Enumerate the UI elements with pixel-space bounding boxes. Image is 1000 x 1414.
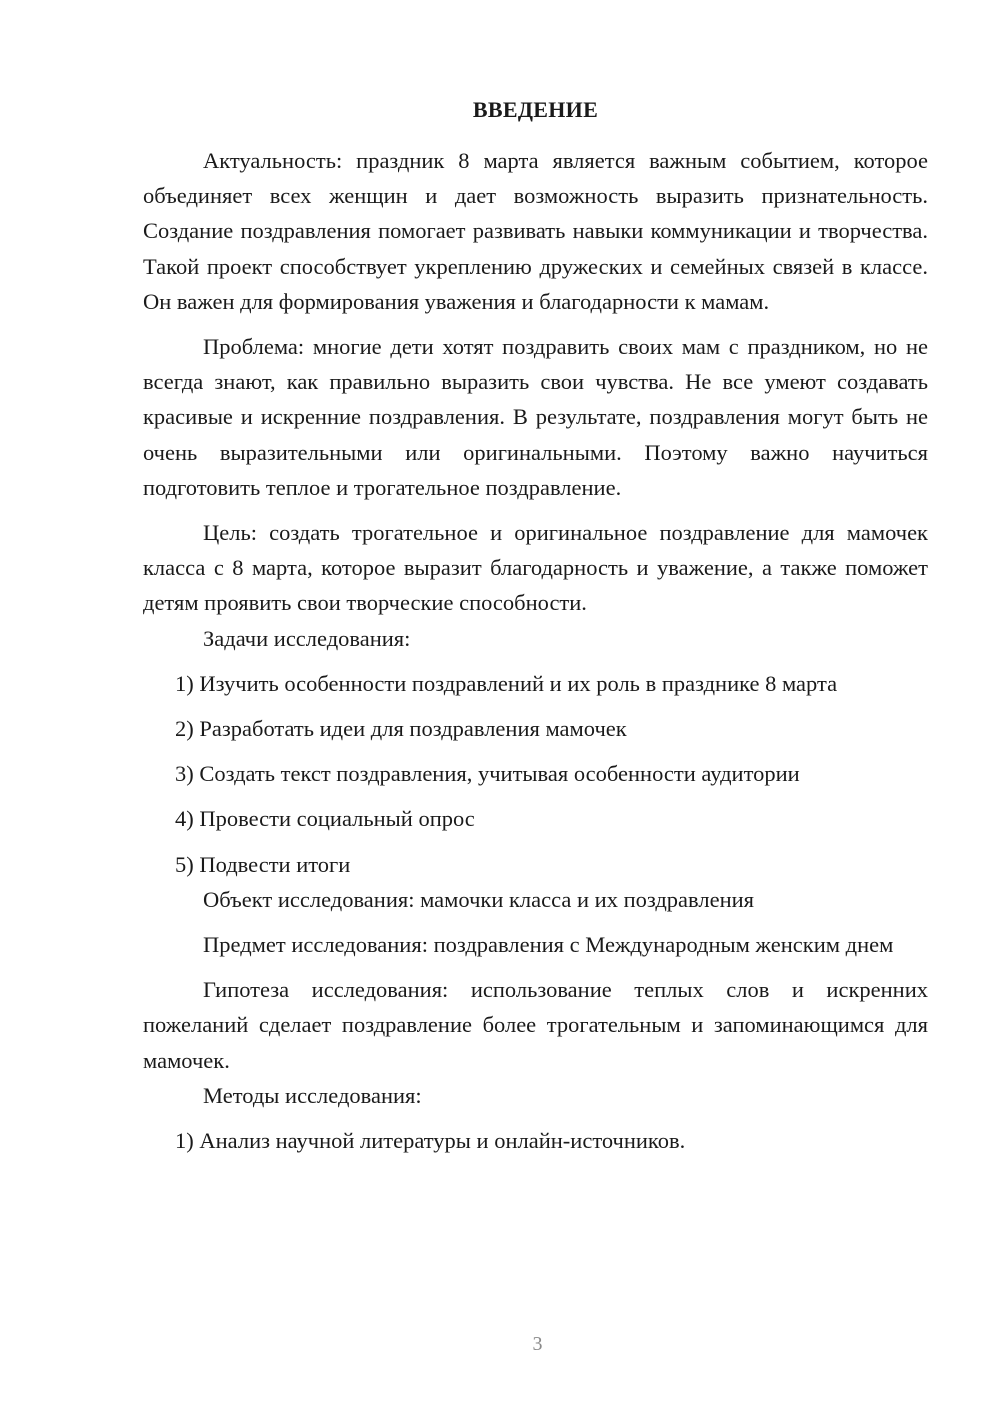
list-item: 1) Анализ научной литературы и онлайн-источников. [175,1128,686,1154]
list-item: 3) Создать текст поздравления, учитывая особенности аудитории [175,761,800,787]
list-item: 5) Подвести итоги [175,851,351,877]
page-title: ВВЕДЕНИЕ [472,97,599,122]
tasks-heading: Задачи исследования: [203,625,411,651]
list-item: 4) Провести социальный опрос [175,806,475,832]
research-hypothesis: Гипотеза исследования: использование теплых слов и искренних пожеланий сделает поздравление более трогательным и запоминающимся для мамочек. [143,977,928,1073]
methods-list [143,1123,928,1158]
page-number: 3 [532,1333,543,1355]
relevance-paragraph: Актуальность: праздник 8 марта является важным событием, которое объединяет всех женщин и дает возможность выразить признательность. Создание поздравления помогает развивать навыки коммуникации и творчества. Такой проект способствует укреплению дружеских и семейных связей в классе. Он важен для формирования уважения и благодарности к мамам. [143,148,928,314]
research-object: Объект исследования: мамочки класса и их поздравления [203,886,755,912]
methods-heading: Методы исследования: [203,1082,422,1108]
list-item: 2) Разработать идеи для поздравления мамочек [175,716,627,742]
problem-paragraph: Проблема: многие дети хотят поздравить своих мам с праздником, но не всегда знают, как правильно выразить свои чувства. Не все умеют создавать красивые и искренние поздравления. В результате, поздравления могут быть не очень выразительными или оригинальными. Поэтому важно научиться подготовить теплое и трогательное поздравление. [143,334,928,500]
research-subject: Предмет исследования: поздравления с Международным женским днем [203,932,894,958]
list-item: 1) Изучить особенности поздравлений и их роль в празднике 8 марта [175,670,838,696]
tasks-list [143,666,928,882]
goal-paragraph: Цель: создать трогательное и оригинальное поздравление для мамочек класса с 8 марта, которое выразит благодарность и уважение, а также поможет детям проявить свои творческие способности. [143,520,928,616]
document-page [143,92,928,1158]
